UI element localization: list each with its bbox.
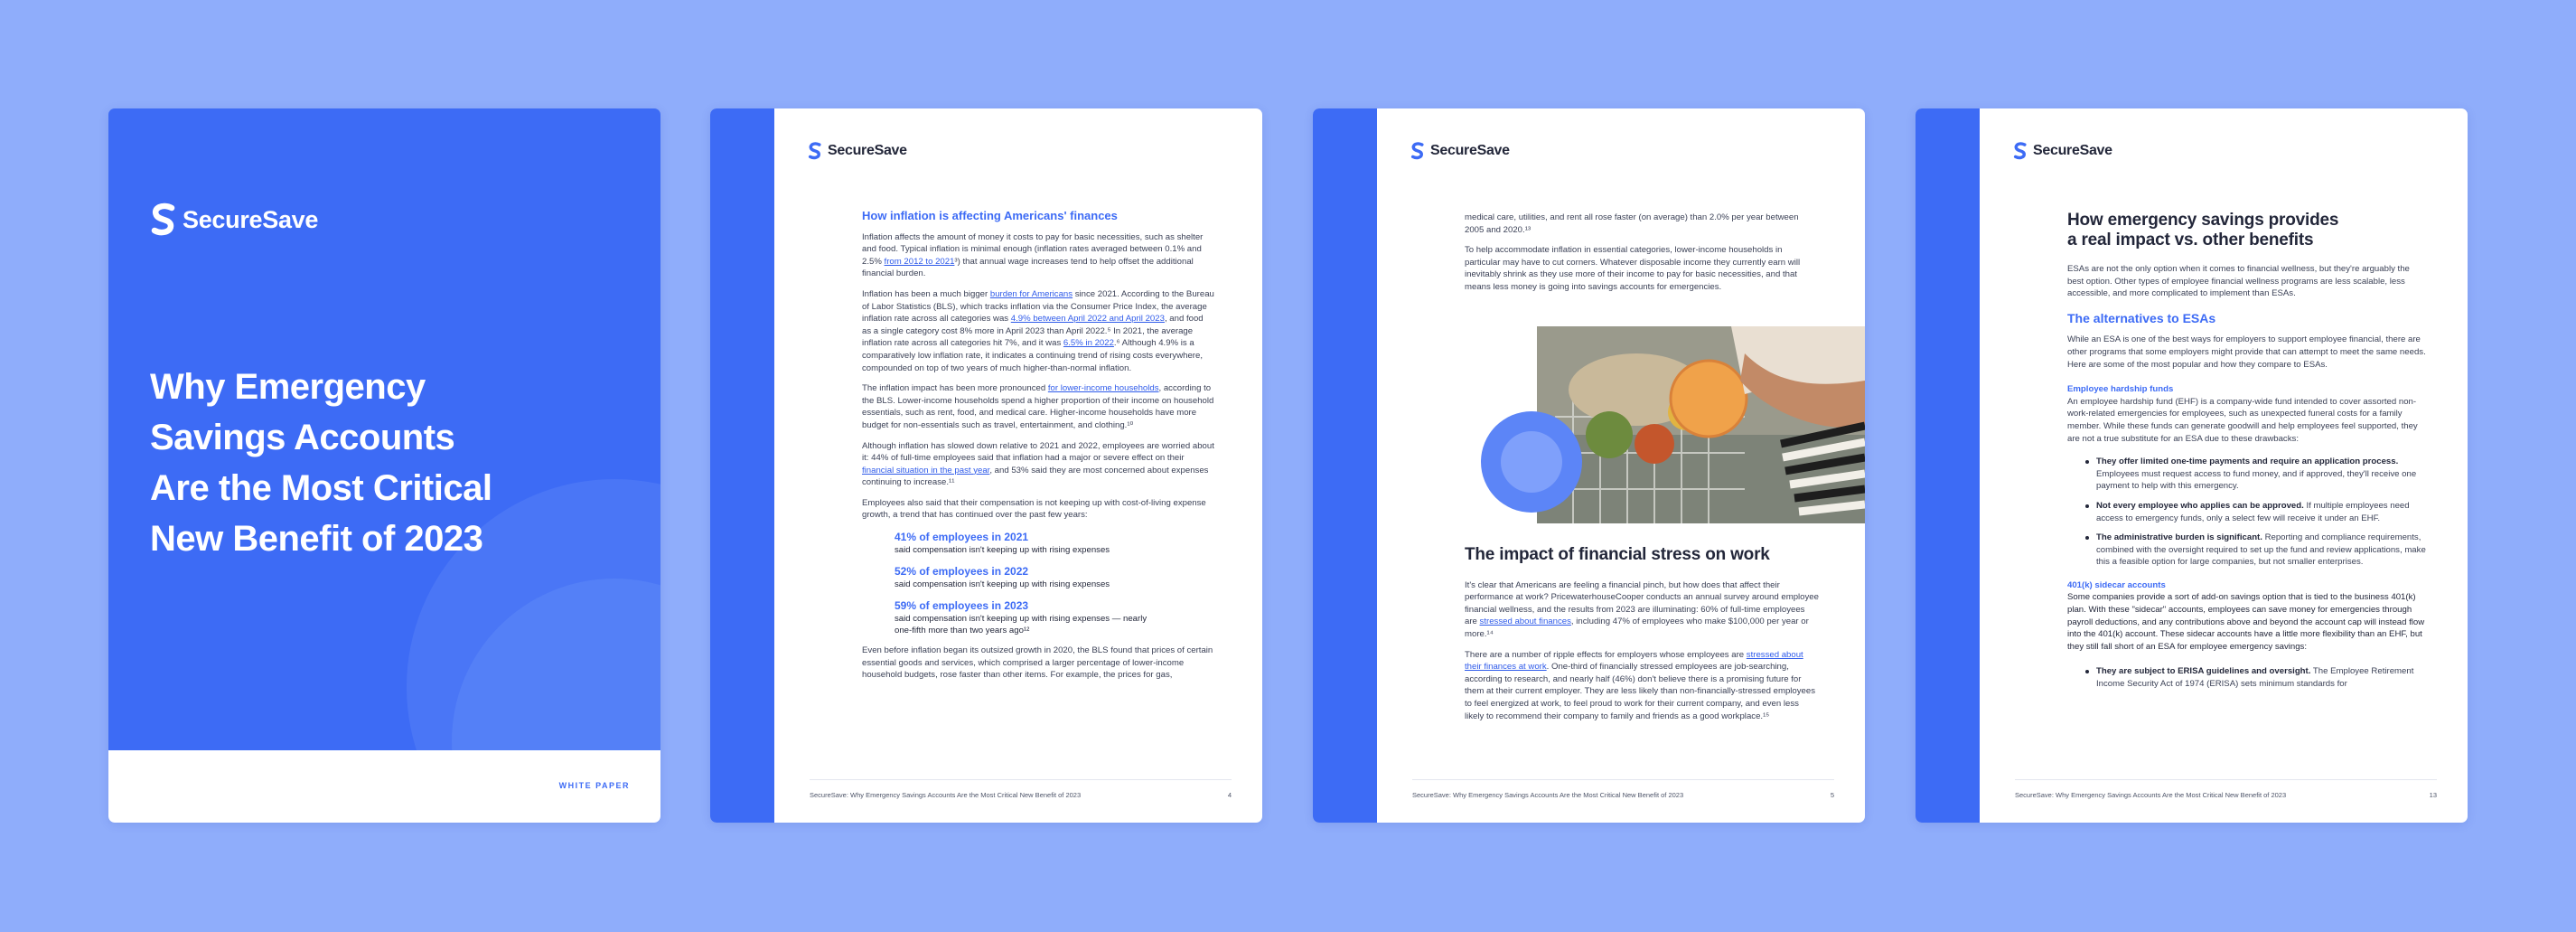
paragraph: Although inflation has slowed down relative to 2021 and 2022, employees are worried about it: 44% of full-time employees said that inflation had a major or severe effect on their financial situation in the past year, and 53% said they are most concerned about expenses continuing to increase.¹¹ [862, 440, 1214, 488]
stat-caption: said compensation isn't keeping up with rising expenses — nearly one-fifth more than two years ago¹² [895, 614, 1147, 636]
subsection-heading: The alternatives to ESAs [2067, 310, 2216, 325]
stat-callout [895, 530, 1214, 556]
cover-brand [150, 202, 318, 237]
cover-page [108, 108, 660, 823]
paragraph: medical care, utilities, and rent all rose faster (on average) than 2.0% per year between 2005 and 2020.¹³ [1465, 212, 1799, 235]
page-accent-bar [1916, 108, 1980, 823]
stat-callout [895, 598, 1166, 636]
bullet-item: The administrative burden is significant. Reporting and compliance requirements, combined with the oversight required to set up the fund and review applications, make this a feasible option for large companies, but not smaller enterprises. [2085, 532, 2427, 569]
page-4 [710, 108, 1262, 823]
stat-value: 52% of employees in 2022 [895, 565, 1029, 579]
stat-caption: said compensation isn't keeping up with rising expenses [895, 545, 1110, 556]
cover-title-line: Are the Most Critical [150, 468, 492, 508]
grocery-photo-illustration [1537, 326, 1865, 523]
cover-title-line: Why Emergency [150, 367, 426, 407]
page-number: 13 [2429, 791, 2437, 799]
bullet-item: Not every employee who applies can be approved. If multiple employees need access to emergency funds, only a select few will receive it under an EHF. [2085, 500, 2427, 524]
stat-caption: said compensation isn't keeping up with rising expenses [895, 579, 1110, 590]
inline-link[interactable]: for lower-income households [1047, 383, 1159, 394]
footer-title: SecureSave: Why Emergency Savings Accounts Are the Most Critical New Benefit of 2023 [2015, 791, 2287, 799]
heading-line: How emergency savings provides [2067, 211, 2339, 230]
cover-title-line: New Benefit of 2023 [150, 519, 483, 559]
securesave-logo-icon [808, 141, 822, 161]
page-5 [1313, 108, 1865, 823]
inline-link[interactable]: financial situation in the past year [862, 465, 990, 475]
paragraph: Inflation affects the amount of money it costs to pay for basic necessities, such as shelter and food. Typical inflation is minimal enough (inflation rates averaged between 0.1% and 2.5% from 2012 to 2021³) that annual wage increases tend to help offset the additional financial burden. [862, 231, 1204, 279]
page-accent-bar [710, 108, 774, 823]
paragraph: There are a number of ripple effects for employers whose employees are stressed about their finances at work. One-third of financially stressed employees are job-searching, according to research, and nearly half (46%) don't believe there is a promising future for them at their current employer. They are less likely than non-financially-stressed employees to feel energized at work, to feel proud to work for their current company, and even less likely to recommend their company to family and friends as a good workplace.¹⁵ [1465, 649, 1816, 721]
page-4-body [862, 210, 1214, 690]
minor-heading: Employee hardship funds [2067, 384, 2174, 395]
page-accent-bar [1313, 108, 1377, 823]
page-brand [1410, 141, 1510, 161]
page-brand [808, 141, 907, 161]
inline-link[interactable]: 4.9% between April 2022 and April 2023 [1010, 314, 1165, 325]
section-heading: The impact of financial stress on work [1465, 545, 1770, 564]
white-paper-label: WHITE PAPER [558, 781, 630, 790]
page-footer [1412, 779, 1834, 799]
paragraph: The inflation impact has been more pronounced for lower-income households, according to the BLS. Lower-income households spend a higher proportion of their income on household essentials, such as rent, food, and medical care. Higher-income households have more budget for non-essentials such as travel, entertainment, and clothing.¹⁰ [862, 383, 1214, 430]
inline-link[interactable]: stressed about their finances at work [1465, 649, 1803, 673]
securesave-logo-icon [2013, 141, 2028, 161]
inline-link[interactable]: stressed about finances [1479, 617, 1571, 627]
inline-link[interactable]: 6.5% in 2022 [1063, 338, 1114, 349]
securesave-logo-icon [1410, 141, 1425, 161]
brand-name: SecureSave [2033, 143, 2112, 158]
footer-title: SecureSave: Why Emergency Savings Accounts Are the Most Critical New Benefit of 2023 [810, 791, 1082, 799]
paragraph: An employee hardship fund (EHF) is a company-wide fund intended to cover assorted non-work-related emergencies for employees, such as unexpected funeral costs for a family member. While these funds can generate goodwill and help employees feel supported, they are not a true substitute for an ESA due to these drawbacks: [2067, 396, 2418, 444]
page-footer [810, 779, 1232, 799]
heading-line: a real impact vs. other benefits [2067, 231, 2314, 249]
footer-title: SecureSave: Why Emergency Savings Accounts Are the Most Critical New Benefit of 2023 [1412, 791, 1684, 799]
decor-circle-inner [1501, 431, 1562, 493]
page-5-bottom-body [1465, 545, 1819, 730]
brand-name: SecureSave [1430, 143, 1510, 158]
bullet-item: They offer limited one-time payments and require an application process. Employees must request access to fund money, and if approved, they'll receive one payment to help with this emergency. [2085, 456, 2427, 493]
paragraph: Employees also said that their compensation is not keeping up with cost-of-living expense growth, a trend that has continued over the past few years: [862, 497, 1206, 521]
cover-title [150, 362, 492, 564]
minor-heading: 401(k) sidecar accounts [2067, 579, 2166, 590]
paragraph: Some companies provide a sort of add-on savings option that is tied to the business 401(k) plan. With these "sidecar" accounts, employees can save money for emergencies through payroll deductions, and any contributions above and beyond the account cap will instead flow into the 401(k) account. These sidecar accounts have a little more flexibility than an EHF, but they still fall short of an ESA for employee emergency savings: [2067, 592, 2425, 652]
paragraph: While an ESA is one of the best ways for employers to support employee financial, there are other programs that some employers might provide that can attempt to meet the same needs. Here are some of the most popular and how they compare to ESAs. [2067, 334, 2426, 370]
paragraph: ESAs are not the only option when it comes to financial wellness, but they're arguably the best option. Other types of employee financial wellness programs are less scalable, less accessible, and more complicated to implement than ESAs. [2067, 264, 2410, 299]
cover-title-line: Savings Accounts [150, 418, 455, 457]
cover-footer-band [108, 750, 660, 823]
paragraph: It's clear that Americans are feeling a financial pinch, but how does that affect their performance at work? PricewaterhouseCooper conducts an annual survey around employee financial wellness, and the results from 2023 are illuminating: 60% of full-time employees are stressed about finances, including 47% of employees who make $100,000 per year or more.¹⁴ [1465, 579, 1819, 639]
brand-name: SecureSave [828, 143, 907, 158]
grocery-photo [1537, 326, 1865, 523]
stat-value: 59% of employees in 2023 [895, 599, 1029, 613]
page-number: 4 [1227, 791, 1232, 799]
inline-link[interactable]: burden for Americans [989, 288, 1073, 299]
cover-brand-name: SecureSave [183, 205, 319, 233]
page-footer [2015, 779, 2437, 799]
page-5-top-body [1465, 212, 1819, 302]
page-13 [1916, 108, 2468, 823]
paragraph: Even before inflation began its outsized growth in 2020, the BLS found that prices of certain essential goods and services, which comprised a larger percentage of lower-income household budgets, rose faster than other items. For example, the prices for gas, [862, 645, 1213, 681]
paragraph: Inflation has been a much bigger burden for Americans since 2021. According to the Bureau of Labor Statistics (BLS), which tracks inflation via the Consumer Price Index, the average inflation rate across all categories was 4.9% between April 2022 and April 2023, and food as a single category cost 8% more in April 2023 than April 2022.⁵ In 2021, the average inflation rate across all categories hit 7%, and it was 6.5% in 2022.⁶ Although 4.9% is a comparatively low inflation rate, it indicates a continuing trend of rising costs everywhere, compounded on top of two years of much higher-than-normal inflation. [862, 288, 1214, 373]
page-brand [2013, 141, 2112, 161]
stat-callout [895, 564, 1214, 590]
paragraph: To help accommodate inflation in essential categories, lower-income households in particular may have to cut corners. Whatever disposable income they currently earn will inevitably shrink as they use more of their income to pay for basic necessities, and that means less money is going into savings accounts for emergencies. [1465, 245, 1801, 292]
section-heading [2067, 211, 2427, 250]
securesave-logo-icon [150, 202, 177, 237]
footnote-link[interactable]: from 2012 to 2021 [884, 256, 955, 267]
stat-value: 41% of employees in 2021 [895, 531, 1029, 544]
page-13-body [2067, 211, 2427, 698]
section-heading: How inflation is affecting Americans' finances [862, 209, 1118, 222]
page-number: 5 [1830, 791, 1834, 799]
bullet-item: They are subject to ERISA guidelines and oversight. The Employee Retirement Income Security Act of 1974 (ERISA) sets minimum standards for [2085, 665, 2427, 690]
